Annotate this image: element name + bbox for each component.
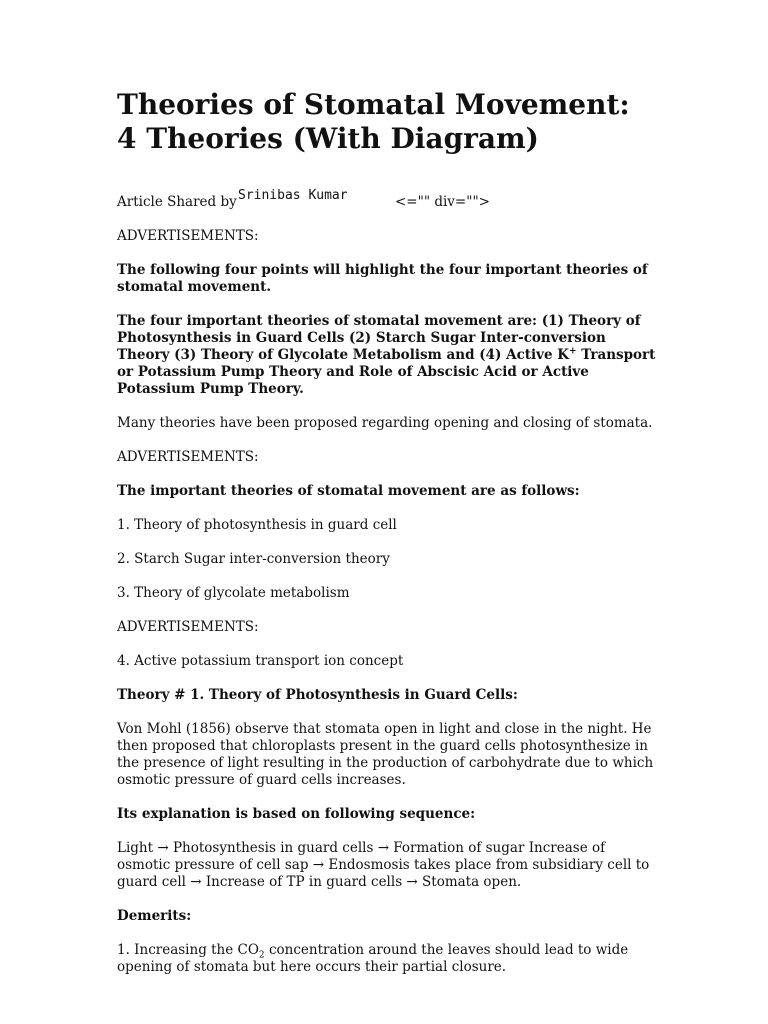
advertisement-label: ADVERTISEMENTS: [117,619,259,635]
author-name[interactable]: Srinibas Kumar [238,188,348,203]
list-item: 2. Starch Sugar inter-conversion theory [117,551,390,567]
demerit-1 [117,942,658,976]
demerit-text-b: concentration around the leaves should lead to wide opening of stomata but here occurs their partial closure. [117,942,629,975]
list-item: 4. Active potassium transport ion concept [117,653,404,669]
list-heading: The important theories of stomatal movement are as follows: [117,483,580,499]
theories-summary [117,313,658,398]
article-title: Theories of Stomatal Movement: 4 Theories (With Diagram) [117,88,630,155]
summary-text-a: The four important theories of stomatal movement are: (1) Theory of Photosynthesis in Guard Cells (2) Starch Sugar Inter-conversion Theory (3) Theory of Glycolate Metabolism and (4) Active K [117,313,641,363]
co2-subscript: 2 [258,950,265,961]
advertisement-label: ADVERTISEMENTS: [117,228,259,244]
sequence-paragraph: Light → Photosynthesis in guard cells → Formation of sugar Increase of osmotic pressure of cell sap → Endosmosis takes place from subsidiary cell to guard cell → Increase of TP in guard cells → Stomata open. [117,840,650,890]
explanation-heading: Its explanation is based on following sequence: [117,806,476,822]
stray-markup-text: <="" div=""> [395,194,490,210]
byline [117,188,658,211]
byline-label: Article Shared by [117,194,237,210]
advertisement-label: ADVERTISEMENTS: [117,449,259,465]
intro-paragraph: The following four points will highlight the four important theories of stomatal movement. [117,262,648,295]
demerit-text-a: 1. Increasing the CO [117,942,259,958]
list-item: 3. Theory of glycolate metabolism [117,585,350,601]
potassium-superscript: + [569,346,577,357]
demerits-heading: Demerits: [117,908,192,924]
summary-text-b: Transport or Potassium Pump Theory and Role of Abscisic Acid or Active Potassium Pump Theory. [117,347,656,397]
theory1-body: Von Mohl (1856) observe that stomata open in light and close in the night. He then proposed that chloroplasts present in the guard cells photosynthesize in the presence of light resulting in the production of carbohydrate due to which osmotic pressure of guard cells increases. [117,721,654,788]
many-theories-paragraph: Many theories have been proposed regarding opening and closing of stomata. [117,415,653,431]
list-item: 1. Theory of photosynthesis in guard cell [117,517,397,533]
theory1-heading: Theory # 1. Theory of Photosynthesis in Guard Cells: [117,687,518,703]
